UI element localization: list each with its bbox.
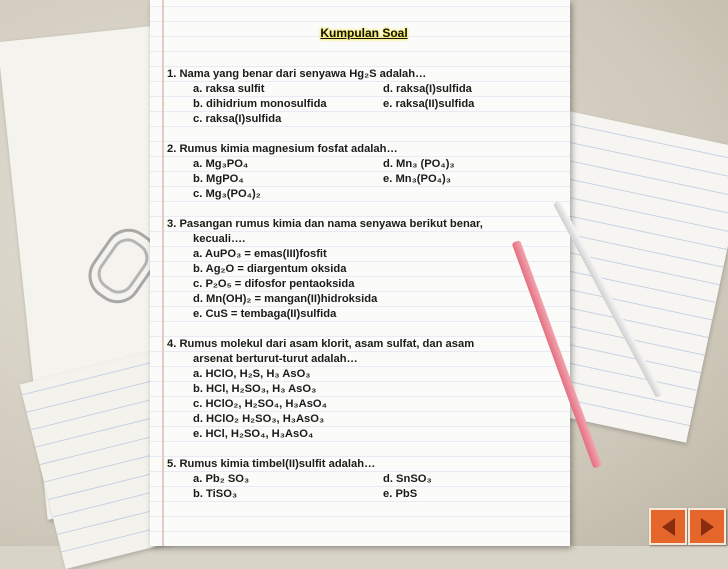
option: a. Pb₂ SO₃: [193, 473, 250, 485]
question-5: [167, 457, 552, 502]
question-2: [167, 142, 552, 202]
question-3: [167, 217, 552, 322]
option: d. Mn(OH)₂ = mangan(II)hidroksida: [193, 293, 378, 305]
option: e. Mn₃(PO₄)₃: [383, 173, 451, 185]
question-4: [167, 337, 552, 442]
question-stem-cont: arsenat berturut-turut adalah…: [193, 353, 358, 365]
page-title: Kumpulan Soal: [320, 26, 408, 40]
option: d. SnSO₃: [383, 473, 432, 485]
option: c. HClO₂, H₂SO₄, H₃AsO₄: [193, 398, 327, 410]
prev-button[interactable]: [649, 508, 687, 545]
question-stem: 1. Nama yang benar dari senyawa Hg₂S adalah…: [167, 68, 427, 80]
question-stem: 4. Rumus molekul dari asam klorit, asam sulfat, dan asam: [167, 338, 475, 350]
option: d. raksa(I)sulfida: [383, 83, 472, 95]
triangle-left-icon: [662, 518, 675, 536]
option: d. HClO₂ H₂SO₃, H₃AsO₃: [193, 413, 325, 425]
option: a. Mg₃PO₄: [193, 158, 249, 170]
sheet-margin-line: [162, 0, 164, 546]
option: b. MgPO₄: [193, 173, 244, 185]
next-button[interactable]: [688, 508, 726, 545]
option: c. P₂O₅ = difosfor pentaoksida: [193, 278, 355, 290]
option: c. raksa(I)sulfida: [193, 113, 282, 125]
option: e. PbS: [383, 488, 418, 500]
option: b. TiSO₃: [193, 488, 238, 500]
option: a. HClO, H₂S, H₃ AsO₃: [193, 368, 311, 380]
option: e. CuS = tembaga(II)sulfida: [193, 308, 337, 320]
option: b. dihidrium monosulfida: [193, 98, 327, 110]
option: b. Ag₂O = diargentum oksida: [193, 263, 347, 275]
option: e. HCl, H₂SO₄, H₃AsO₄: [193, 428, 314, 440]
question-stem-cont: kecuali….: [193, 233, 246, 245]
option: a. AuPO₃ = emas(III)fosfit: [193, 248, 327, 260]
question-stem: 2. Rumus kimia magnesium fosfat adalah…: [167, 143, 398, 155]
question-stem: 5. Rumus kimia timbel(II)sulfit adalah…: [167, 458, 376, 470]
option: e. raksa(II)sulfida: [383, 98, 475, 110]
option: c. Mg₃(PO₄)₂: [193, 188, 261, 200]
option: b. HCl, H₂SO₃, H₃ AsO₃: [193, 383, 317, 395]
question-1: [167, 67, 552, 127]
question-stem: 3. Pasangan rumus kimia dan nama senyawa berikut benar,: [167, 218, 483, 230]
option: d. Mn₃ (PO₄)₃: [383, 158, 455, 170]
triangle-right-icon: [701, 518, 714, 536]
question-list: [167, 67, 552, 517]
option: a. raksa sulfit: [193, 83, 265, 95]
